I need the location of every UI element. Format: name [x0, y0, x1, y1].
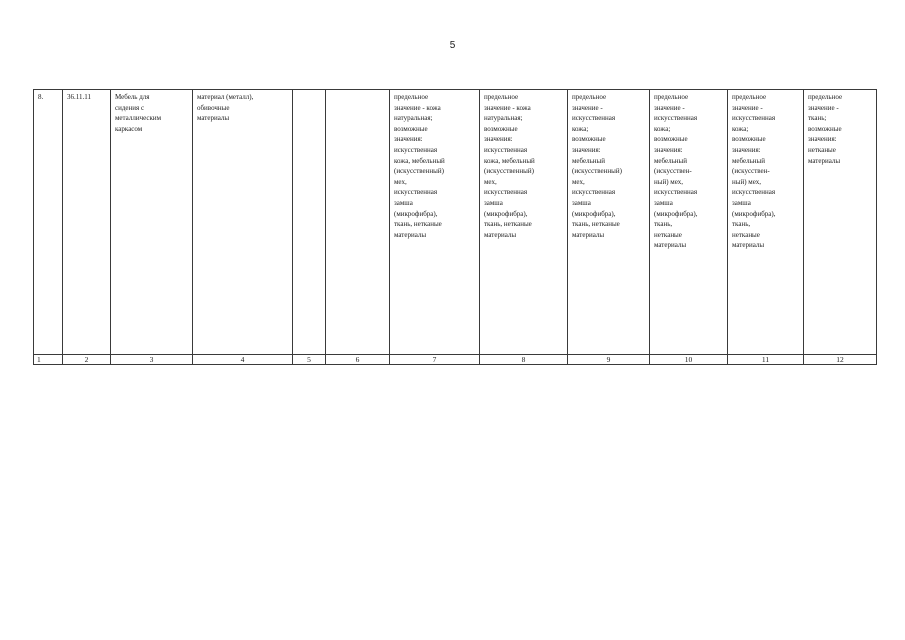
cell-product-name — [111, 90, 193, 355]
col-7-value: предельное значение - кожа натуральная; возможные значения: искусственная кожа, мебельный (искусственный) мех, искусственная замша (микрофибра), ткань, нетканые материалы — [394, 93, 445, 239]
cell-col-5 — [293, 90, 326, 355]
cell-col-9 — [568, 90, 650, 355]
cell-row-number — [34, 90, 63, 355]
specification-table — [33, 89, 877, 365]
cell-col-7 — [390, 90, 480, 355]
characteristic: материал (металл), обивочные материалы — [197, 93, 254, 123]
column-number: 9 — [568, 355, 650, 365]
cell-col-10 — [650, 90, 728, 355]
column-number: 6 — [326, 355, 390, 365]
cell-characteristic — [193, 90, 293, 355]
cell-col-12 — [804, 90, 877, 355]
cell-col-6 — [326, 90, 390, 355]
column-number: 3 — [111, 355, 193, 365]
cell-col-8 — [480, 90, 568, 355]
column-number: 11 — [728, 355, 804, 365]
okpd-code: 36.11.11 — [67, 93, 91, 101]
column-number-row — [34, 355, 877, 365]
column-number: 7 — [390, 355, 480, 365]
col-12-value: предельное значение - ткань; возможные значения: нетканые материалы — [808, 93, 843, 165]
column-number: 5 — [293, 355, 326, 365]
row-number: 8. — [38, 93, 44, 101]
cell-col-11 — [728, 90, 804, 355]
column-number: 1 — [34, 355, 63, 365]
col-9-value: предельное значение - искусственная кожа; возможные значения: мебельный (искусственный) мех, искусственная замша (микрофибра), ткань, нетканые материалы — [572, 93, 622, 239]
column-number: 4 — [193, 355, 293, 365]
col-11-value: предельное значение - искусственная кожа; возможные значения: мебельный (искусствен- ный) мех, искусственная замша (микрофибра), ткань, нетканые материалы — [732, 93, 776, 250]
col-10-value: предельное значение - искусственная кожа; возможные значения: мебельный (искусствен- ный) мех, искусственная замша (микрофибра), ткань, нетканые материалы — [654, 93, 698, 250]
product-name: Мебель для сидения с металлическим каркасом — [115, 93, 162, 133]
page-number: 5 — [449, 40, 456, 51]
column-number: 8 — [480, 355, 568, 365]
col-8-value: предельное значение - кожа натуральная; возможные значения: искусственная кожа, мебельный (искусственный) мех, искусственная замша (микрофибра), ткань, нетканые материалы — [484, 93, 535, 239]
column-number: 12 — [804, 355, 877, 365]
table-row — [34, 90, 877, 355]
column-number: 10 — [650, 355, 728, 365]
column-number: 2 — [63, 355, 111, 365]
cell-okpd-code — [63, 90, 111, 355]
